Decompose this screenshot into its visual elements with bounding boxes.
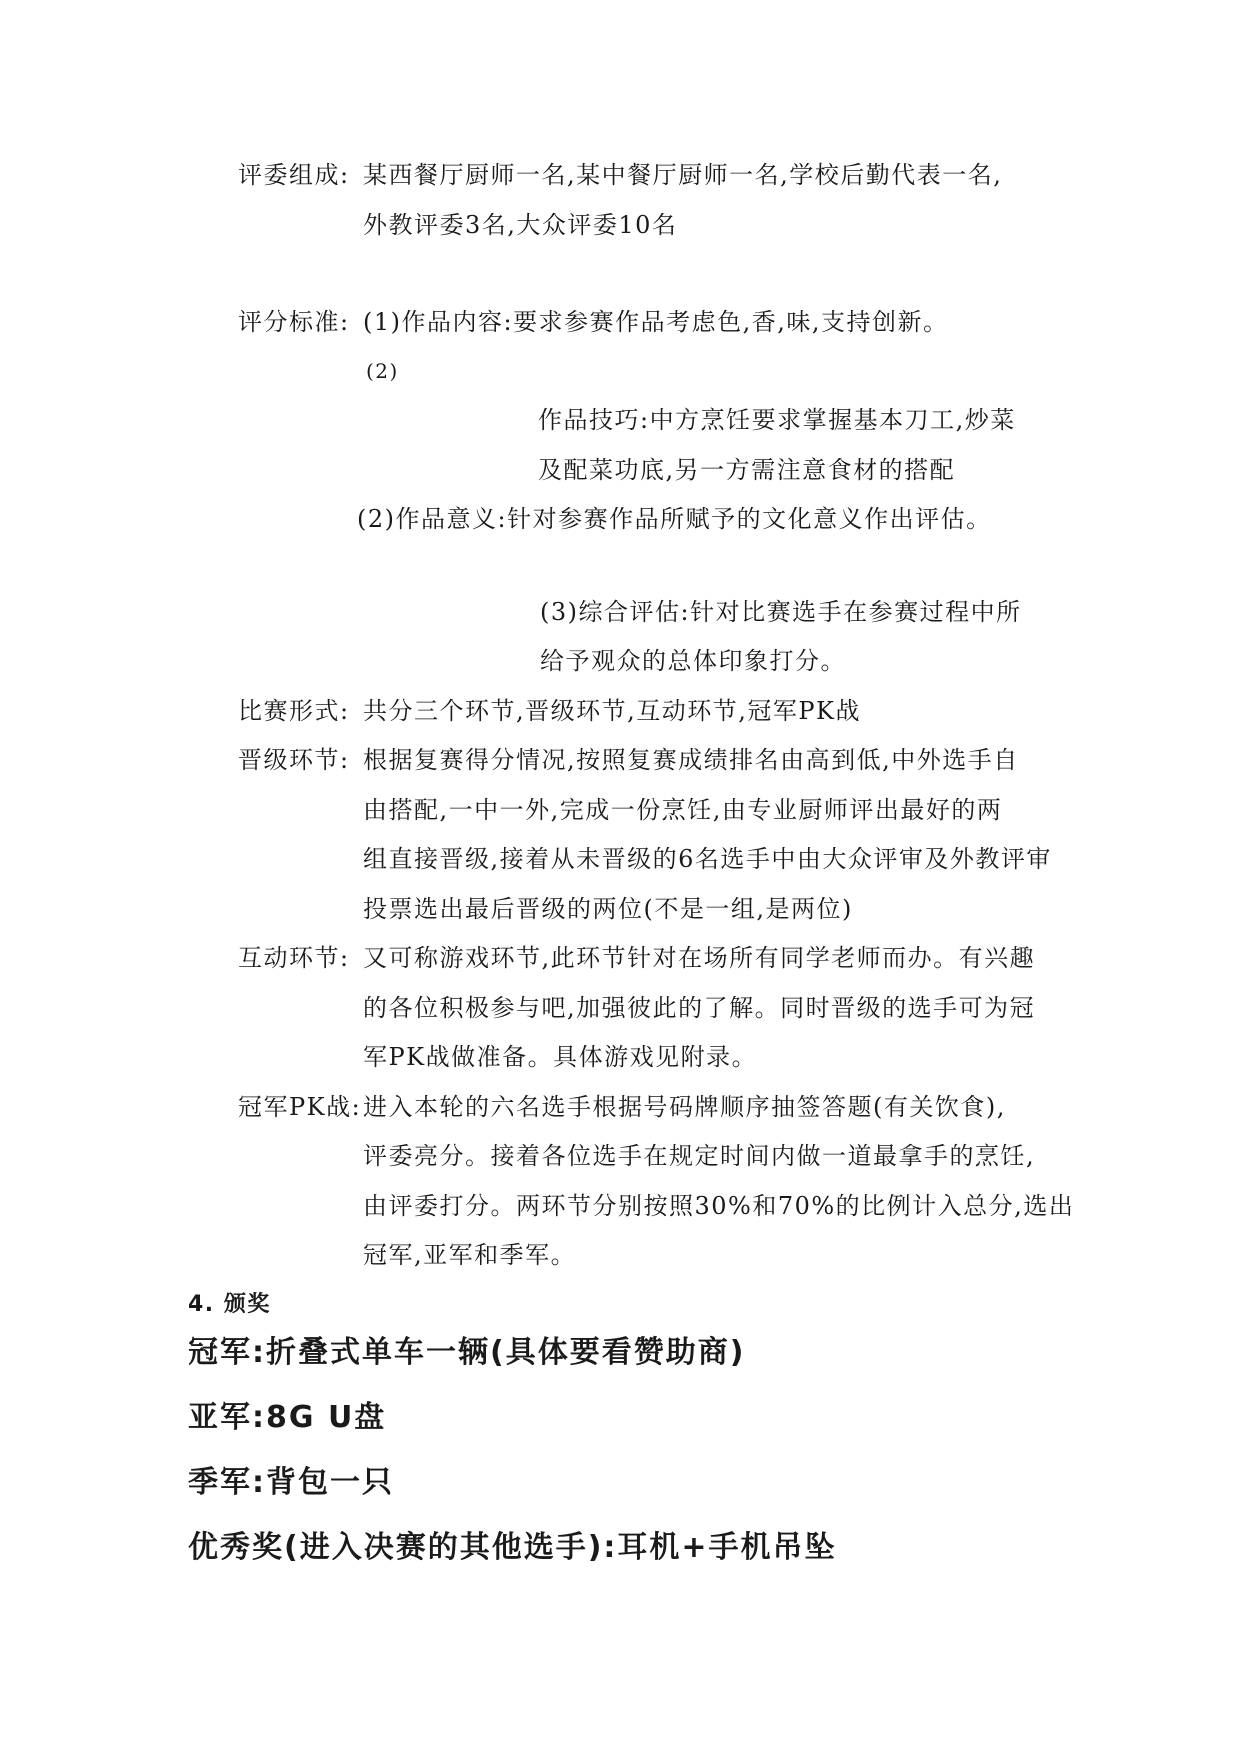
judges-line: 某西餐厅厨师一名,某中餐厅厨师一名,学校后勤代表一名, xyxy=(363,161,1003,189)
final-label: 冠军PK战: xyxy=(238,1093,362,1121)
criteria-skill-line: 作品技巧:中方烹饪要求掌握基本刀工,炒菜 xyxy=(538,406,1016,434)
final-line: 进入本轮的六名选手根据号码牌顺序抽签答题(有关饮食), xyxy=(363,1093,1006,1121)
criteria-overall-line: 给予观众的总体印象打分。 xyxy=(540,647,846,675)
award-runner-up: 亚军:8G U盘 xyxy=(188,1400,387,1435)
award-third: 季军:背包一只 xyxy=(188,1465,394,1500)
promotion-line: 组直接晋级,接着从未晋级的6名选手中由大众评审及外教评审 xyxy=(363,845,1052,873)
criteria-item-meaning: (2)作品意义:针对参赛作品所赋予的文化意义作出评估。 xyxy=(357,505,992,533)
format-label: 比赛形式: xyxy=(238,697,350,725)
format-text: 共分三个环节,晋级环节,互动环节,冠军PK战 xyxy=(363,697,861,725)
criteria-skill-line: 及配菜功底,另一方需注意食材的搭配 xyxy=(538,456,956,484)
interactive-label: 互动环节: xyxy=(238,944,350,972)
award-excellence: 优秀奖(进入决赛的其他选手):耳机+手机吊坠 xyxy=(188,1530,837,1565)
interactive-line: 又可称游戏环节,此环节针对在场所有同学老师而办。有兴趣 xyxy=(363,944,1036,972)
criteria-overall-line: (3)综合评估:针对比赛选手在参赛过程中所 xyxy=(540,598,1022,626)
final-line: 冠军,亚军和季军。 xyxy=(363,1241,577,1269)
promotion-line: 投票选出最后晋级的两位(不是一组,是两位) xyxy=(363,895,853,923)
award-champion: 冠军:折叠式单车一辆(具体要看赞助商) xyxy=(188,1335,746,1370)
promotion-label: 晋级环节: xyxy=(238,746,350,774)
promotion-line: 根据复赛得分情况,按照复赛成绩排名由高到低,中外选手自 xyxy=(363,746,1019,774)
interactive-line: 军PK战做准备。具体游戏见附录。 xyxy=(363,1043,758,1071)
awards-heading: 4. 颁奖 xyxy=(188,1292,271,1317)
judges-label: 评委组成: xyxy=(238,161,350,189)
final-line: 由评委打分。两环节分别按照30%和70%的比例计入总分,选出 xyxy=(363,1192,1075,1220)
promotion-line: 由搭配,一中一外,完成一份烹饪,由专业厨师评出最好的两 xyxy=(363,796,1003,824)
judges-line: 外教评委3名,大众评委10名 xyxy=(363,211,678,239)
criteria-item-marker: (2) xyxy=(366,359,399,383)
interactive-line: 的各位积极参与吧,加强彼此的了解。同时晋级的选手可为冠 xyxy=(363,994,1036,1022)
criteria-item-content: (1)作品内容:要求参赛作品考虑色,香,味,支持创新。 xyxy=(363,308,949,336)
final-line: 评委亮分。接着各位选手在规定时间内做一道最拿手的烹饪, xyxy=(363,1142,1036,1170)
criteria-label: 评分标准: xyxy=(238,308,350,336)
